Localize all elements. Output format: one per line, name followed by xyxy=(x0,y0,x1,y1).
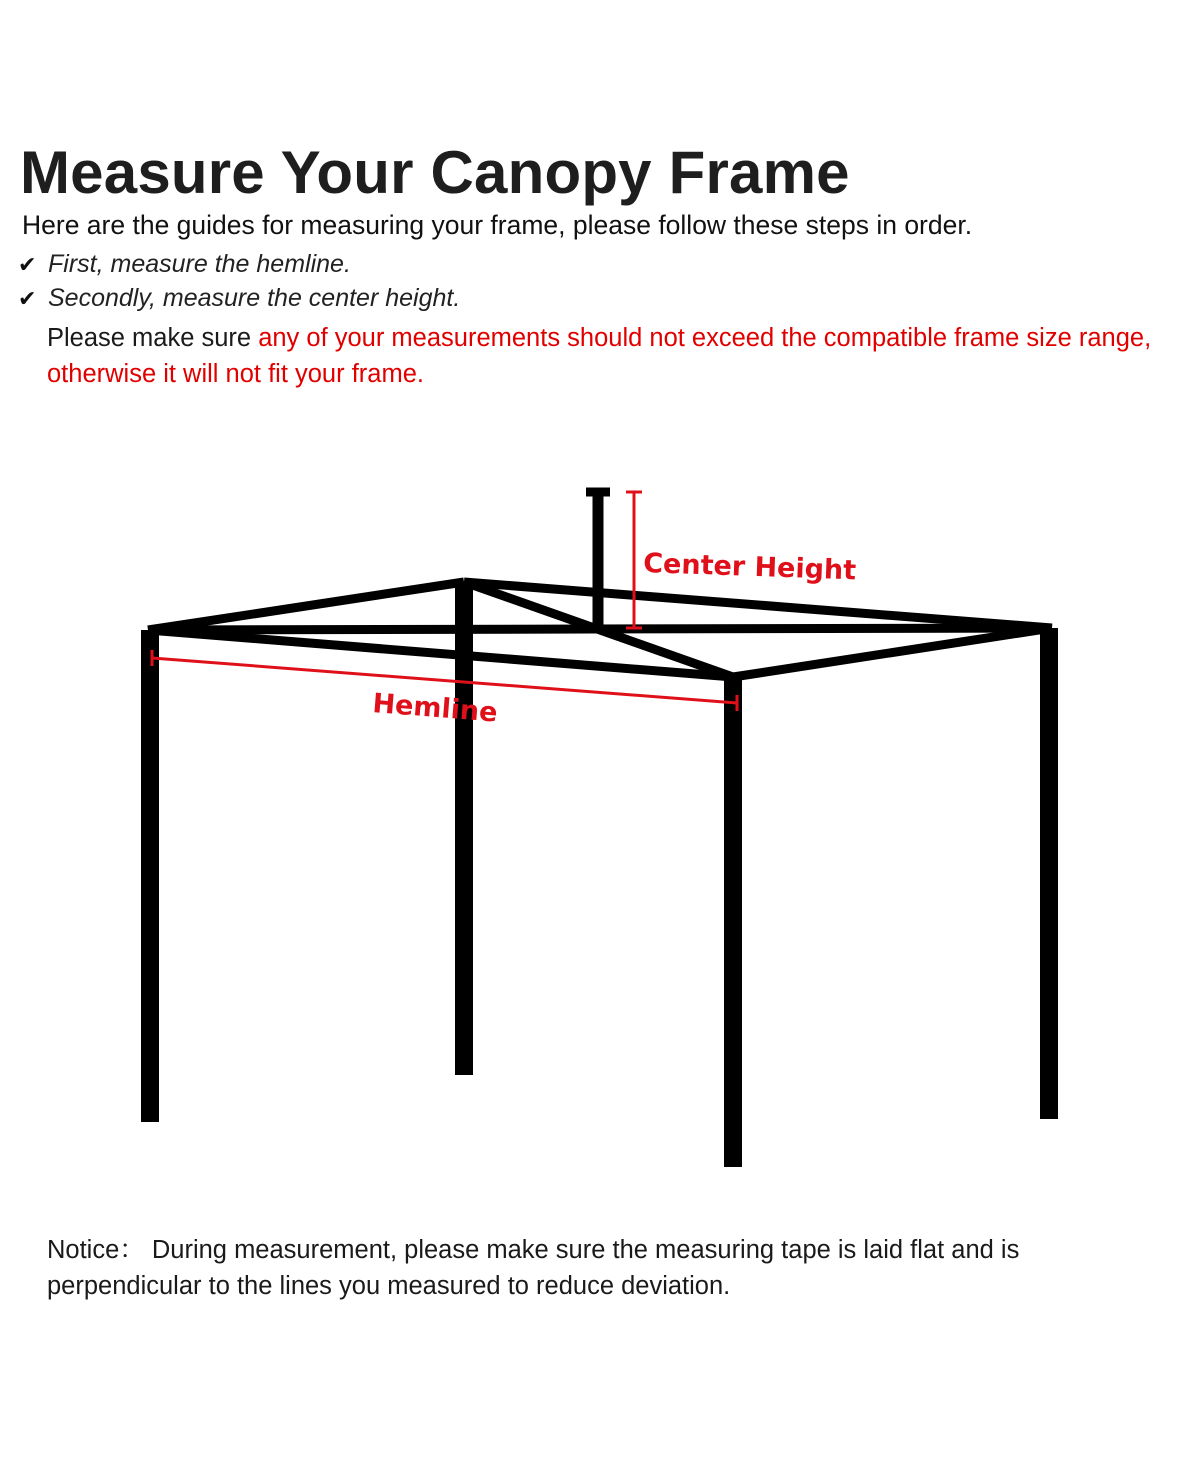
step-text: First, measure the hemline. xyxy=(48,250,351,278)
hemline-label: Hemline xyxy=(371,688,499,729)
beam-front-right xyxy=(733,628,1052,677)
center-height-label: Center Height xyxy=(642,548,857,587)
page-subtitle: Here are the guides for measuring your frame, please follow these steps in order. xyxy=(22,210,973,240)
notice-body: During measurement, please make sure the measuring tape is laid flat and is perpendicular to the lines you measured to reduce deviation. xyxy=(47,1236,1020,1300)
warning-prefix: Please make sure xyxy=(47,324,259,352)
beam-left-front xyxy=(148,630,733,677)
page-title: Measure Your Canopy Frame xyxy=(20,139,850,206)
checkmark-icon: ✔ xyxy=(18,285,37,311)
beam-back-right xyxy=(464,582,1052,628)
checkmark-icon: ✔ xyxy=(18,251,37,277)
center-height-measure xyxy=(626,492,642,628)
notice-label: Notice： xyxy=(47,1236,145,1264)
notice-text xyxy=(47,1232,1157,1304)
beam-left-back xyxy=(148,582,464,630)
warning-highlight: any of your measurements should not exceed the compatible frame size range, otherwise it will not fit your frame. xyxy=(47,324,1152,388)
frame-structure xyxy=(148,492,1052,1167)
step-text: Secondly, measure the center height. xyxy=(48,284,461,312)
